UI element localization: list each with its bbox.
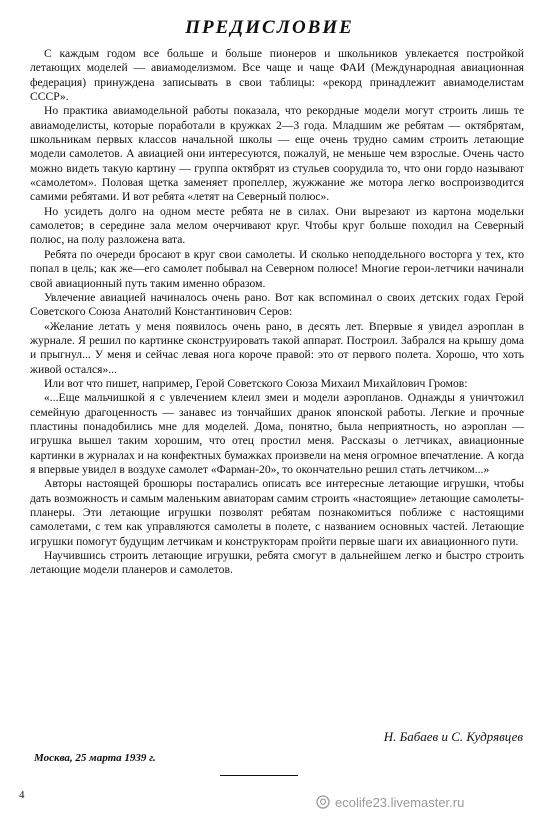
- paragraph-1: С каждым годом все больше и больше пионеров и школьников увлекается постройкой летающих моделей — авиамоделизмом. Все чаще и чаще ФАИ (Международная авиационная федерация) принуждена записывать в свои таблицы: «рекорд принадлежит авиамоделистам СССР».: [30, 47, 524, 104]
- divider-rule: [220, 775, 298, 776]
- watermark-text: ecolife23.livemaster.ru: [335, 794, 465, 810]
- watermark: [316, 794, 464, 810]
- preface-body: [30, 47, 524, 578]
- paragraph-4: Ребята по очереди бросают в круг свои самолеты. И сколько неподдельного восторга у тех, кто попал в цель; как же—его самолет побывал на Северном полюсе! Многие герои-летчики начинали свой авиационный путь таким именно образом.: [30, 247, 524, 290]
- paragraph-5: Увлечение авиацией начиналось очень рано. Вот как вспоминал о своих детских годах Герой Советского Союза Анатолий Константинович Серов:: [30, 290, 524, 319]
- paragraph-2: Но практика авиамодельной работы показала, что рекордные модели могут строить лишь те авиамоделисты, которые поработали в кружках 2—3 года. Младшим же ребятам — октябрятам, школьникам первых классов начальной школы — еще очень трудно самим строить летающие модели самолетов. А авиацией они интересуются, пожалуй, не меньше чем взрослые. Очень часто можно видеть такую картину — группа октябрят из стульев соорудила то, что они гордо называют «самолетом». Половая щетка заменяет пропеллер, жужжание же мотора легко воспроизводится самими ребятами. И вот ребята «летят на Северный полюс».: [30, 104, 524, 204]
- paragraph-8: «...Еще мальчишкой я с увлечением клеил змеи и модели аэропланов. Однажды я уничтожил семейную драгоценность — занавес из тончайших дранок японской работы. Легкие и прочные пластины понадобились мне для моделей. Дома, понятно, была неприятность, но аэроплан — игрушка вышел таким хорошим, что отец простил меня. Рассказы о летчиках, авиационные картинки в журналах и на конфектных бумажках произвели на меня огромное впечатление. А когда я впервые увидел в воздухе самолет «Фарман-20», то окончательно решил стать летчиком...»: [30, 391, 524, 476]
- livemaster-logo-icon: [316, 795, 330, 809]
- paragraph-10: Научившись строить летающие игрушки, ребята смогут в дальнейшем легко и быстро строить летающие модели планеров и самолетов.: [30, 549, 524, 577]
- paragraph-7: Или вот что пишет, например, Герой Советского Союза Михаил Михайлович Громов:: [44, 376, 468, 390]
- paragraph-3: Но усидеть долго на одном месте ребята не в силах. Они вырезают из картона модельки самолетов; в середине зала мелом очерчивают круг. Чтобы круг больше походил на Северный полюс, на полу разложена вата.: [30, 204, 524, 247]
- page-title: ПРЕДИСЛОВИЕ: [185, 17, 354, 38]
- paragraph-9: Авторы настоящей брошюры постарались описать все интересные летающие игрушки, чтобы дать возможность и самым маленьким авиаторам самим строить «настоящие» летающие самолеты-планеры. Эти летающие игрушки позволят ребятам познакомиться поближе с настоящими самолетами, с тем как управляются самолеты в полете, с названием основных частей. Летающие игрушки помогут будущим летчикам и конструкторам пройти первые шаги их авиационного пути.: [30, 477, 524, 548]
- paragraph-6: «Желание летать у меня появилось очень рано, в десять лет. Впервые я увидел аэроплан в журнале. Я решил по картинке сконструировать такой аппарат. Построил. Забрался на крышу дома и прыгнул... У меня и сейчас левая нога короче правой: это от первого полета. Хорошо, что хоть живой остался»...: [30, 319, 524, 376]
- place-date: Москва, 25 марта 1939 г.: [34, 752, 156, 764]
- authors-signature: Н. Бабаев и С. Кудрявцев: [383, 729, 523, 744]
- page-number: 4: [19, 789, 25, 801]
